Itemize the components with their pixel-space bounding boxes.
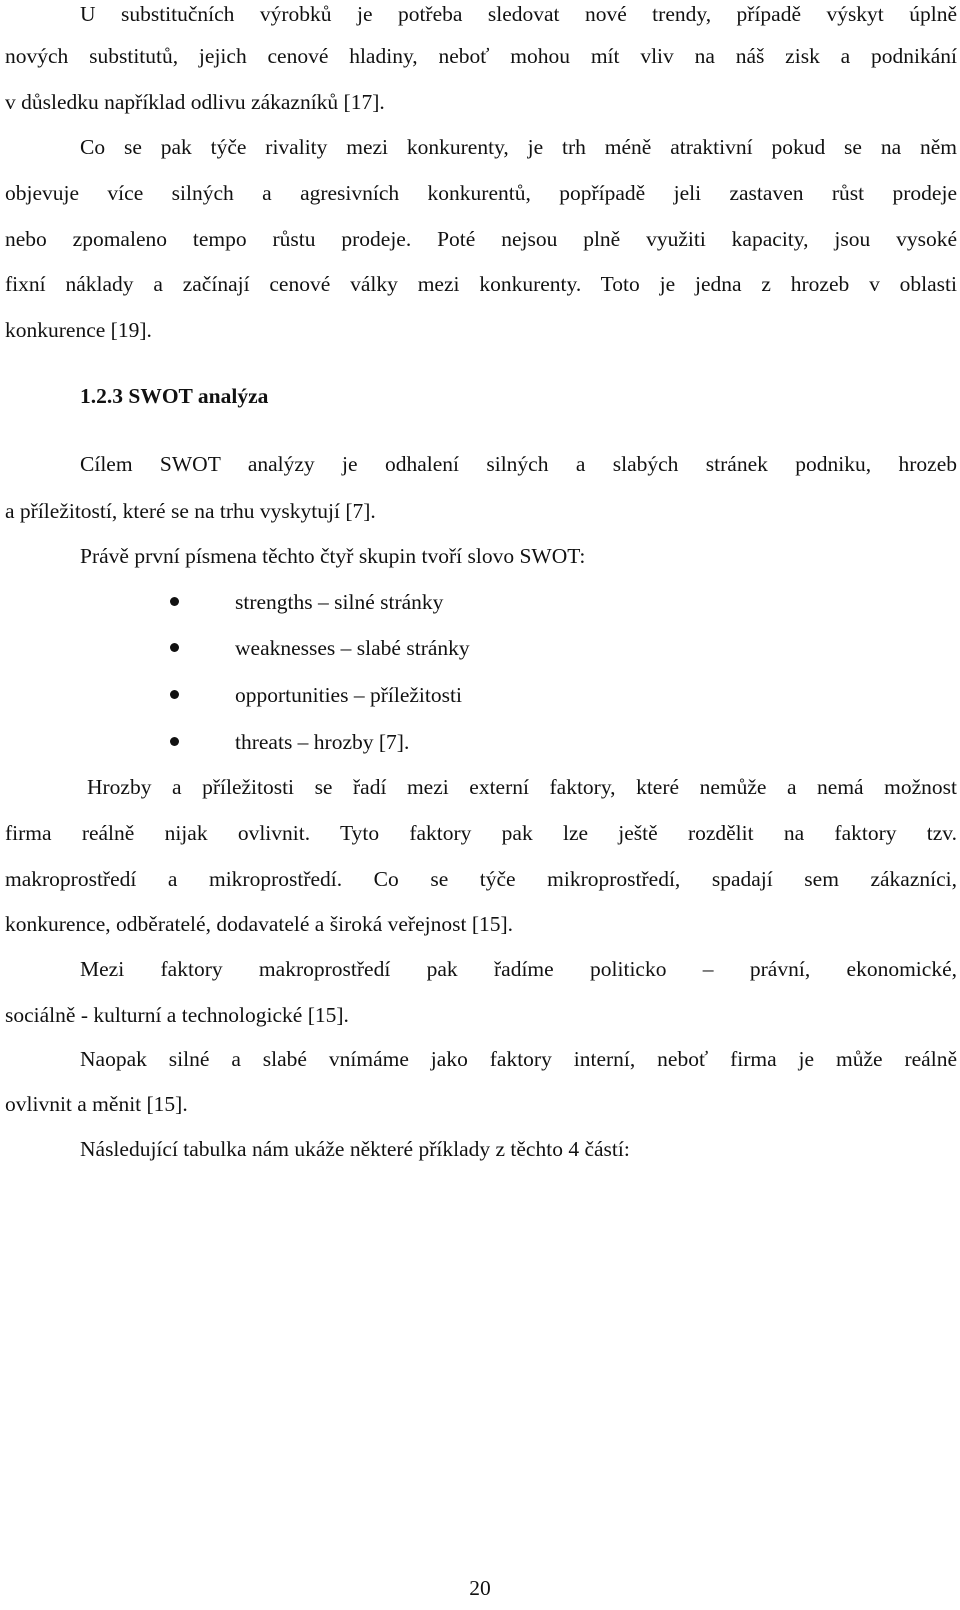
bullet-icon [170,597,179,606]
list-item [0,588,960,616]
text-line: firma reálně nijak ovlivnit. Tyto faktory pak lze ještě rozdělit na faktory tzv. [5,821,957,845]
text-line: konkurence [19]. [5,318,152,342]
list-item-text: threats – hrozby [7]. [235,730,410,754]
text-line: konkurence, odběratelé, dodavatelé a široká veřejnost [15]. [5,912,514,936]
text-line: nových substitutů, jejich cenové hladiny, neboť mohou mít vliv na náš zisk a podnikání [5,44,957,68]
paragraph-table-intro: Následující tabulka nám ukáže některé příklady z těchto 4 částí: [80,1137,630,1161]
text-line: Co se pak týče rivality mezi konkurenty, je trh méně atraktivní pokud se na něm [80,135,957,159]
text-line: makroprostředí a mikroprostředí. Co se týče mikroprostředí, spadají sem zákazníci, [5,867,957,891]
text-line: U substitučních výrobků je potřeba sledovat nové trendy, případě výskyt úplně [80,2,957,26]
text-line: nebo zpomaleno tempo růstu prodeje. Poté nejsou plně využiti kapacity, jsou vysoké [5,227,957,251]
text-line: sociálně - kulturní a technologické [15]. [5,1003,349,1027]
text-line: fixní náklady a začínají cenové války mezi konkurenty. Toto je jedna z hrozeb v oblasti [5,272,957,296]
text-line: v důsledku například odlivu zákazníků [17]. [5,90,385,114]
paragraph-swot-letters: Právě první písmena těchto čtyř skupin tvoří slovo SWOT: [80,544,586,568]
list-item-text: strengths – silné stránky [235,590,444,614]
text-line: a příležitostí, které se na trhu vyskytují [7]. [5,499,376,523]
text-line: Mezi faktory makroprostředí pak řadíme politicko – právní, ekonomické, [80,957,957,981]
bullet-icon [170,690,179,699]
list-item-text: opportunities – příležitosti [235,683,462,707]
text-line: objevuje více silných a agresivních konkurentů, popřípadě jeli zastaven růst prodeje [5,181,957,205]
list-item [0,634,960,662]
text-line: Cílem SWOT analýzy je odhalení silných a slabých stránek podniku, hrozeb [80,452,957,476]
bullet-icon [170,737,179,746]
list-item-text: weaknesses – slabé stránky [235,636,470,660]
page-number: 20 [469,1576,491,1600]
bullet-icon [170,643,179,652]
text-line: Naopak silné a slabé vnímáme jako faktory interní, neboť firma je může reálně [80,1047,957,1071]
section-heading: 1.2.3 SWOT analýza [80,384,269,408]
text-line: ovlivnit a měnit [15]. [5,1092,188,1116]
text-line: Hrozby a příležitosti se řadí mezi externí faktory, které nemůže a nemá možnost [87,775,957,799]
list-item [0,728,960,756]
list-item [0,681,960,709]
